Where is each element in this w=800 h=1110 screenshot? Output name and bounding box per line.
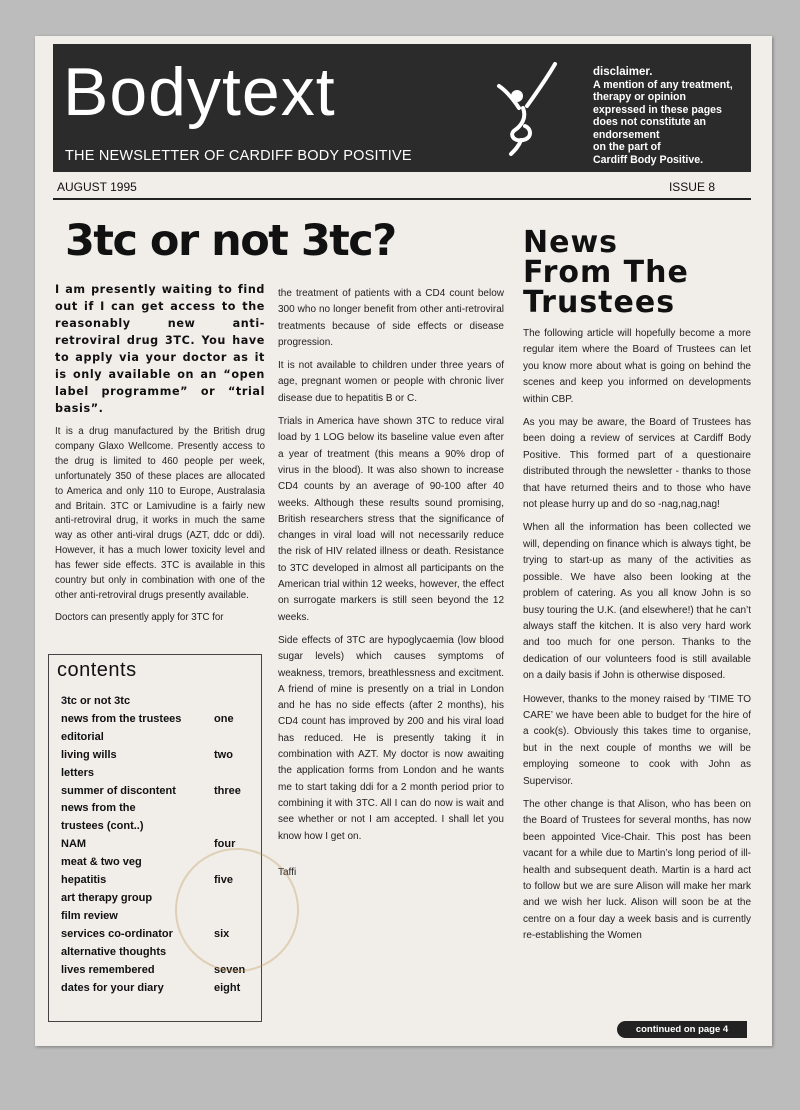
contents-item-page: seven (214, 963, 246, 976)
disclaimer-line: on the part of (593, 141, 661, 153)
contents-item-page (214, 800, 256, 818)
contents-item (61, 747, 256, 765)
contents-item (61, 783, 256, 801)
issue-number: ISSUE 8 (668, 180, 715, 194)
article-column-1 (55, 281, 265, 633)
newsletter-title: Bodytext (63, 54, 336, 130)
disclaimer-line: therapy or opinion (593, 91, 686, 103)
contents-item (61, 711, 256, 729)
disclaimer-line: A mention of any treatment, (593, 78, 733, 91)
contents-item (61, 800, 256, 818)
issue-date: AUGUST 1995 (57, 180, 137, 194)
contents-item-page: six (214, 927, 230, 940)
contents-item-label: art therapy group (61, 891, 153, 904)
contents-item-label: NAM (61, 838, 87, 851)
contents-item-page (214, 765, 256, 783)
article-paragraph: It is not available to children under three years of age, pregnant women or people with chronic liver disease due to hepatitis B or C. (278, 360, 504, 404)
news-paragraph: When all the information has been collected we will, depending on finance which is always tight, be trying to start-up as many of the activities as possible. We have also been looking at the problem of catering. As you all know John is so busy touring the U.K. (and elsewhere!) that he can’t always staff the kitchen. It is also very hard work and too much for one person. Thanks to the dedication of our volunteers food is still available on a daily basis if John is otherwise disposed. (523, 522, 751, 682)
news-paragraph: The following article will hopefully become a more regular item where the Board of Trustees can let you know more about what is going on behind the scenes and keep you informed on developments within CBP. (523, 328, 751, 405)
masthead (53, 44, 751, 172)
contents-item-label: 3tc or not 3tc (61, 695, 131, 707)
article-paragraph: It is a drug manufactured by the British drug company Glaxo Wellcome. Presently access to the drug is limited to 460 people per week, unfortunately 350 of these places are allocated to America and only 110 to Europe, Australasia and Britain. 3TC or Lamivudine is a fairly new anti-retroviral drug, it works in much the same way as other anti-viral drugs (AZT, ddc or ddi). However, it has a much lower toxicity level and has fewer side effects. 3TC is available in this country but only in combination with one of the other anti-retroviral drugs presently available. (55, 426, 265, 601)
contents-item (61, 693, 256, 711)
disclaimer-line: does not constitute an (593, 116, 707, 128)
contents-title: contents (57, 659, 137, 681)
article-lead: I am presently waiting to find out if I can get access to the reasonably new anti-retroviral drug 3TC. You have to apply via your doctor as it is only available on an “open label programme” or “trial basis”. (55, 283, 265, 415)
article-paragraph: Doctors can presently apply for 3TC for (55, 611, 224, 623)
contents-item-label: news from the trustees (61, 712, 182, 725)
contents-item-page: five (214, 874, 233, 887)
coffee-stain (175, 848, 299, 972)
disclaimer-line: expressed in these pages (593, 103, 722, 116)
newsletter-tagline: THE NEWSLETTER OF CARDIFF BODY POSITIVE (65, 148, 412, 164)
news-paragraph: As you may be aware, the Board of Trustees has been doing a review of services at Cardiff Body Positive. This formed part of a questionaire distributed through the newsletter - thanks to those that have returned theirs and to those who have not please hurry up and do so -nag,nag,nag! (523, 417, 751, 511)
contents-item-page (214, 693, 256, 711)
contents-item-label: dates for your diary (61, 981, 164, 994)
contents-item-page (214, 818, 256, 836)
news-title (523, 225, 751, 320)
contents-item (61, 980, 256, 998)
dancing-figure-logo-icon (491, 56, 561, 156)
article-headline: 3tc or not 3tc? (65, 216, 396, 266)
article-paragraph: Trials in America have shown 3TC to reduce viral load by 1 LOG below its baseline value even after a year of treatment (this means a 90% drop of virus in the blood). It was also shown to increase CD4 counts by an average of 90-100 after 40 weeks. Although these results sound promising, British researchers stress that the significance of changes in viral load will not necessarily reduce the risk of HIV related illness or death. Resistance to 3TC developed in almost all participants on the American trial within 12 weeks, however, the effect on surrogate markers is still seen beyond the 12 weeks. (278, 416, 504, 623)
disclaimer-heading: disclaimer. (593, 66, 653, 78)
newsletter-page (35, 36, 772, 1046)
news-title-line: From The (523, 255, 689, 290)
contents-item (61, 765, 256, 783)
contents-item-label: meat & two veg (61, 856, 142, 869)
contents-item-label: alternative thoughts (61, 945, 167, 958)
contents-item-label: letters (61, 766, 95, 779)
disclaimer-line: Cardiff Body Positive. (593, 153, 704, 166)
news-title-line: Trustees (523, 285, 676, 320)
contents-item-page: three (214, 784, 241, 797)
contents-item-label: living wills (61, 748, 117, 761)
contents-item-page: two (214, 748, 233, 761)
article-paragraph: Side effects of 3TC are hypoglycaemia (low blood sugar levels) which causes symptoms of weakness, tremors, breathlessness and excitment. A friend of mine is presently on a trial in London and he has no side effects (after 2 months), his CD4 count has improved by 200 and his viral load has reduced. He is presently taking it in combination with AZT. My doctor is now awaiting the application forms from London and he wants me to start taking ddi for a 2 month period prior to combining it with 3TC. All I can do now is wait and see whether or not I am accepted. I shall let you know how I get on. (278, 634, 504, 842)
contents-item-label: editorial (61, 730, 104, 743)
contents-item-label: hepatitis (61, 874, 107, 887)
news-title-line: News (523, 225, 619, 260)
contents-item-label: trustees (cont..) (61, 820, 144, 833)
contents-item-label: services co-ordinator (61, 927, 173, 940)
contents-item-page: one (214, 712, 234, 725)
issue-line (57, 178, 745, 196)
contents-item-label: film review (61, 909, 118, 922)
contents-item-page (214, 729, 256, 747)
contents-item-label: summer of discontent (61, 784, 176, 797)
disclaimer-line: endorsement (593, 128, 660, 141)
disclaimer-box (593, 66, 743, 166)
news-paragraph: However, thanks to the money raised by ‘TIME TO CARE’ we have been able to budget for the hire of a cook(s). Obviously this takes time to organise, but in the next couple of months we will be employing someone to cook with John as Supervisor. (523, 693, 751, 787)
article-paragraph: the treatment of patients with a CD4 count below 300 who no longer benefit from other anti-retroviral treatments because of side effects or disease progression. (278, 288, 504, 348)
news-paragraph: The other change is that Alison, who has been on the Board of Trustees for several months, has now been appointed Vice-Chair. This post has been vacant for a while due to Martin’s long period of ill-health and subsequent death. Martin is a hard act to follow but we are sure Alison will make her mark and we wish her luck. Alison will soon be at the centre on a four day a week basis and is currently re-establishing the Women (523, 798, 751, 942)
contents-item (61, 729, 256, 747)
continued-badge: continued on page 4 (617, 1021, 747, 1038)
contents-item-page: eight (214, 981, 241, 994)
news-column (523, 225, 751, 952)
contents-item-label: news from the (61, 802, 136, 815)
article-signoff: Taffi (278, 866, 297, 878)
contents-item-label: lives remembered (61, 963, 155, 976)
contents-item (61, 818, 256, 836)
article-column-2 (278, 286, 504, 878)
header-rule (53, 198, 751, 200)
contents-item-page: four (214, 838, 236, 851)
